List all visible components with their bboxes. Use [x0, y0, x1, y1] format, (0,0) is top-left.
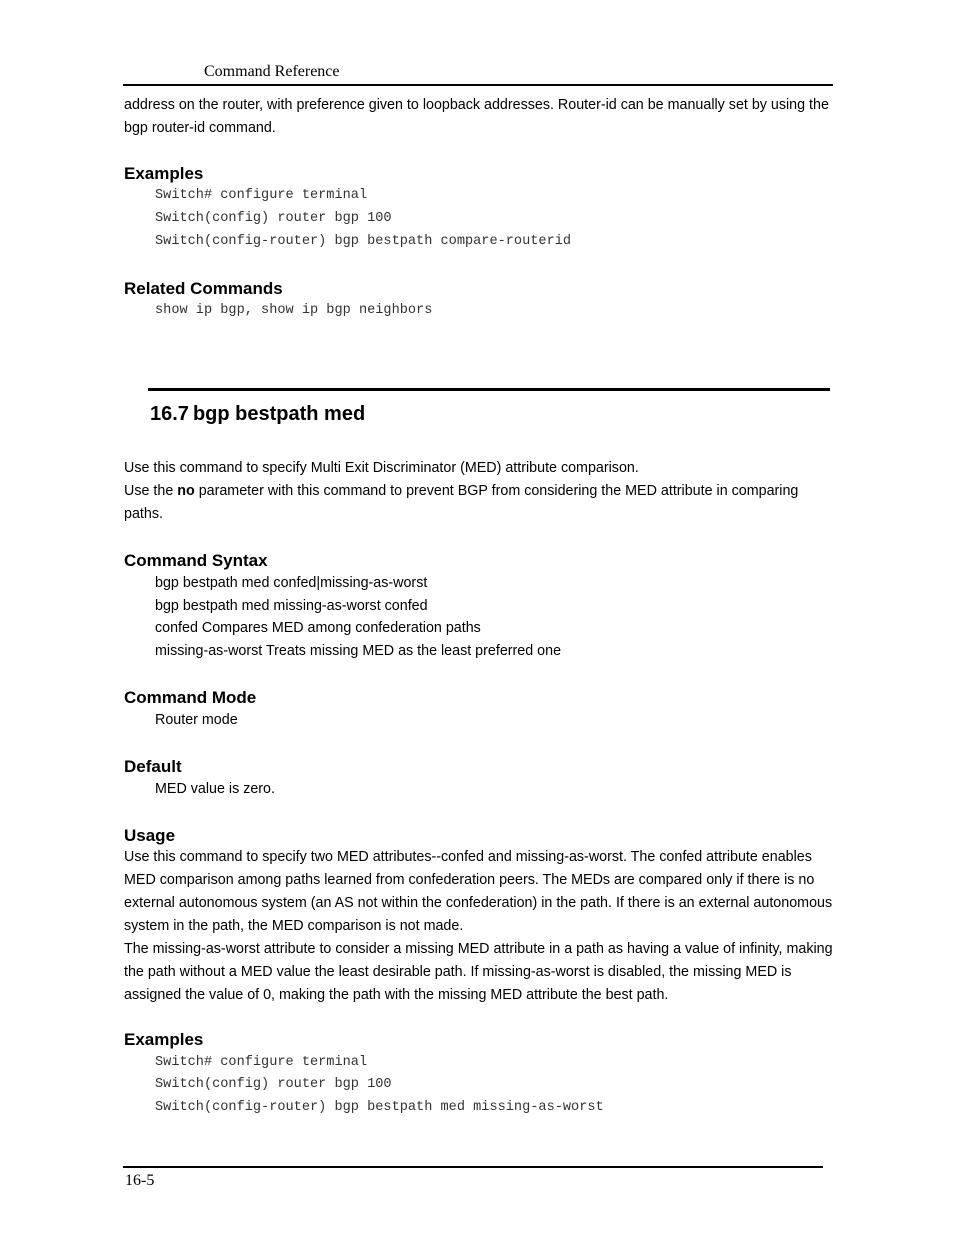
usage-paragraph: The missing-as-worst attribute to consider a missing MED attribute in a path as having a value of infinity, making the path without a MED value the least desirable path. If missing-as-worst is disabled, the missing MED is assigned the value of 0, making the path with the missing MED attribute the best path. [124, 941, 833, 1003]
examples-heading: Examples [124, 164, 204, 183]
section-title [150, 403, 365, 426]
description-line: Use this command to specify Multi Exit Discriminator (MED) attribute comparison. [124, 460, 639, 476]
syntax-line: bgp bestpath med confed|missing-as-worst [155, 575, 428, 591]
section-rule [148, 388, 830, 391]
section-number: 16.7 [150, 403, 189, 425]
description-text: parameter with this command to prevent BGP from considering the MED attribute in comparing paths. [124, 483, 799, 522]
description-no-param [124, 480, 834, 526]
syntax-line: bgp bestpath med missing-as-worst confed [155, 598, 428, 614]
usage-heading: Usage [124, 826, 176, 845]
code-line: Switch# configure terminal [155, 188, 368, 203]
header-rule [123, 84, 833, 86]
section-name: bgp bestpath med [192, 403, 366, 425]
related-commands-heading: Related Commands [124, 279, 283, 298]
running-header: Command Reference [204, 63, 340, 80]
syntax-line: missing-as-worst Treats missing MED as the least preferred one [155, 643, 562, 659]
usage-paragraph: Use this command to specify two MED attributes--confed and missing-as-worst. The confed attribute enables MED comparison among paths learned from confederation peers. The MEDs are compared only if there is no external autonomous system (an AS not within the confederation) in the path. If there is an external autonomous system in the path, the MED comparison is not made. [124, 849, 833, 934]
examples-heading: Examples [124, 1030, 204, 1049]
code-line: Switch(config) router bgp 100 [155, 211, 392, 226]
command-syntax-heading: Command Syntax [124, 551, 268, 570]
related-commands-line: show ip bgp, show ip bgp neighbors [155, 303, 433, 318]
page-number: 16-5 [125, 1172, 155, 1189]
syntax-line: confed Compares MED among confederation paths [155, 620, 481, 636]
intro-paragraph: address on the router, with preference given to loopback addresses. Router-id can be manually set by using the bgp router-id command. [124, 97, 829, 136]
default-value: MED value is zero. [155, 781, 275, 797]
code-line: Switch# configure terminal [155, 1055, 368, 1070]
code-line: Switch(config-router) bgp bestpath compare-routerid [155, 234, 572, 249]
code-line: Switch(config-router) bgp bestpath med missing-as-worst [155, 1100, 604, 1115]
command-mode-value: Router mode [155, 712, 238, 728]
default-heading: Default [124, 757, 182, 776]
command-mode-heading: Command Mode [124, 688, 257, 707]
code-line: Switch(config) router bgp 100 [155, 1077, 392, 1092]
no-keyword: no [177, 483, 195, 499]
description-text: Use the [124, 483, 178, 499]
footer-rule [123, 1166, 823, 1168]
